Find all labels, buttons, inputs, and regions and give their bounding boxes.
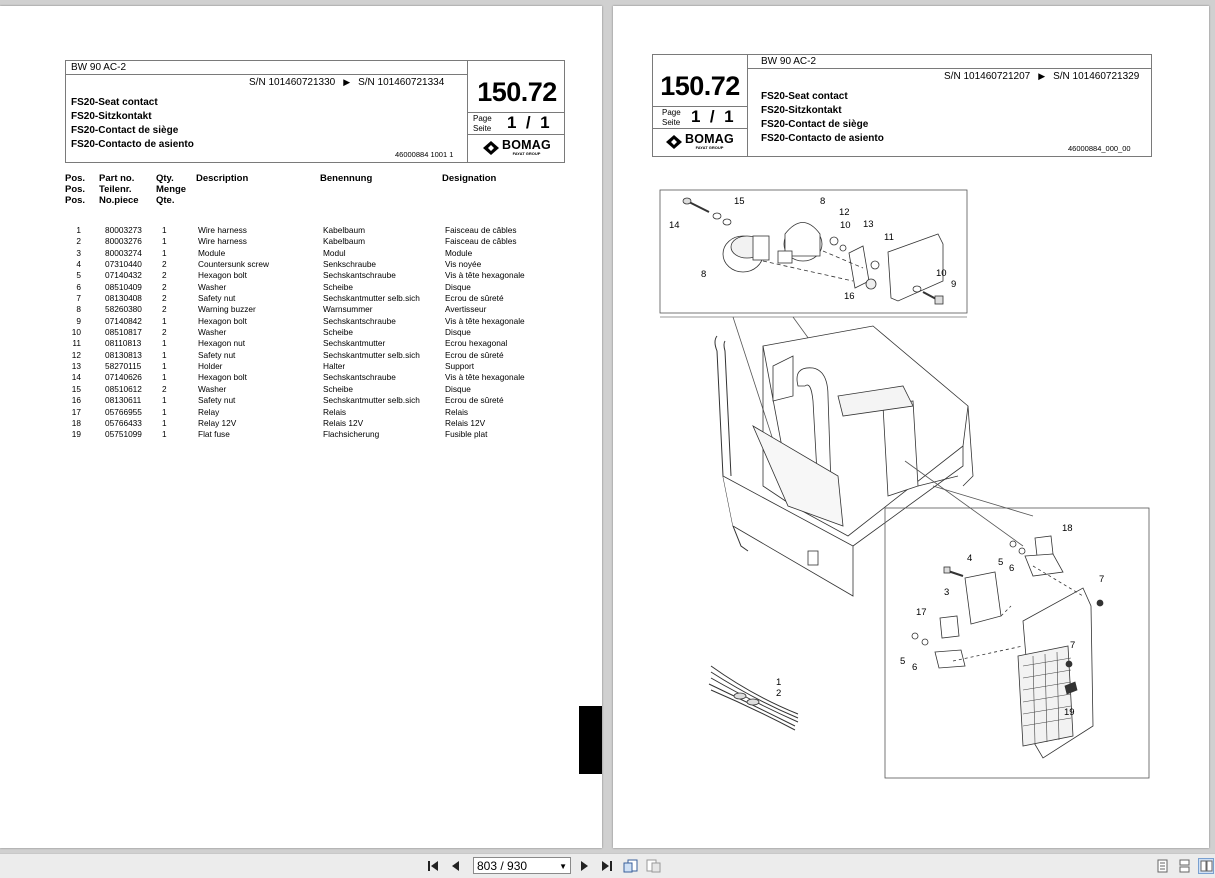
- table-row: [65, 259, 545, 270]
- cell-desc: Wire harness: [198, 225, 247, 235]
- cell-des: Vis à tête hexagonale: [445, 372, 525, 383]
- cell-pos: 12: [71, 349, 81, 360]
- cell-qty: 1: [162, 372, 167, 383]
- table-row: [65, 248, 545, 259]
- table-row: [65, 395, 545, 406]
- callout-label: 2: [776, 688, 782, 699]
- cell-des: Disque: [445, 383, 471, 394]
- cell-des: Relais: [445, 406, 469, 417]
- table-row: [65, 282, 545, 293]
- page-of: 1 / 1: [691, 107, 734, 126]
- cell-part: 58270115: [105, 361, 142, 372]
- cell-part: 05766955: [105, 406, 142, 417]
- cell-part: 05751099: [105, 429, 142, 440]
- cell-qty: 1: [162, 247, 167, 258]
- cell-desc: Warning buzzer: [198, 304, 256, 315]
- title-es: FS20-Contacto de asiento: [761, 133, 884, 144]
- callout-label: 19: [1064, 707, 1075, 718]
- cell-part: 80003273: [105, 225, 142, 235]
- title-lines: [71, 96, 194, 152]
- cell-des: Module: [445, 247, 473, 258]
- cell-ben: Sechskantschraube: [323, 270, 396, 281]
- diagram-callouts: [613, 6, 1209, 848]
- callout-label: 6: [1009, 563, 1015, 574]
- cell-des: Ecrou hexagonal: [445, 338, 508, 349]
- cell-pos: 6: [76, 281, 81, 292]
- callout-label: 17: [916, 607, 927, 618]
- cell-qty: 2: [162, 270, 167, 281]
- left-page: [0, 6, 602, 848]
- page-number: 150.72: [477, 77, 557, 107]
- cell-des: Vis à tête hexagonale: [445, 270, 525, 281]
- cell-des: Fusible plat: [445, 429, 488, 440]
- header-qty: Qty. Menge Qte.: [156, 173, 187, 206]
- serial-to: S/N 101460721334: [358, 77, 445, 88]
- header-description: Description: [196, 173, 249, 184]
- cell-desc: Countersunk screw: [198, 259, 270, 270]
- cell-pos: 3: [76, 247, 81, 258]
- cell-part: 80003276: [105, 236, 142, 247]
- cell-qty: 1: [162, 429, 167, 440]
- cell-desc: Hexagon bolt: [198, 372, 247, 383]
- cell-desc: Safety nut: [198, 349, 236, 360]
- cell-pos: 19: [71, 429, 81, 440]
- cell-part: 08130611: [105, 395, 142, 406]
- callout-label: 5: [998, 557, 1004, 568]
- cell-pos: 2: [76, 236, 81, 247]
- cell-desc: Washer: [198, 281, 227, 292]
- cell-desc: Flat fuse: [198, 429, 230, 440]
- table-row: [65, 225, 545, 236]
- cell-qty: 1: [162, 417, 167, 428]
- cell-des: Avertisseur: [445, 304, 487, 315]
- cell-desc: Module: [198, 247, 226, 258]
- cell-ben: Halter: [323, 361, 346, 372]
- cell-pos: 4: [76, 259, 81, 270]
- cell-pos: 9: [76, 315, 81, 326]
- cell-ben: Sechskantmutter selb.sich: [323, 349, 420, 360]
- callout-label: 6: [912, 662, 918, 673]
- cell-desc: Safety nut: [198, 395, 236, 406]
- cell-qty: 1: [162, 395, 167, 406]
- last-page-icon[interactable]: [600, 858, 614, 874]
- cell-des: Faisceau de câbles: [445, 225, 517, 235]
- table-row: [65, 372, 545, 383]
- cell-qty: 1: [162, 349, 167, 360]
- bomag-logo: BOMAG FAYAT GROUP: [474, 137, 560, 159]
- cell-qty: 2: [162, 293, 167, 304]
- page-number-field[interactable]: 803 / 930 ▼: [473, 857, 571, 874]
- cell-qty: 2: [162, 281, 167, 292]
- cell-desc: Relay 12V: [198, 417, 237, 428]
- cell-pos: 8: [76, 304, 81, 315]
- cell-pos: 15: [71, 383, 81, 394]
- cell-qty: 1: [162, 406, 167, 417]
- cell-pos: 5: [76, 270, 81, 281]
- cell-part: 07140842: [105, 315, 142, 326]
- cell-part: 08510817: [105, 327, 142, 338]
- title-de: FS20-Sitzkontakt: [71, 111, 152, 122]
- continuous-view-icon[interactable]: [1177, 858, 1191, 874]
- cell-qty: 1: [162, 225, 167, 235]
- cell-ben: Senkschraube: [323, 259, 377, 270]
- cell-desc: Hexagon nut: [198, 338, 246, 349]
- cell-pos: 10: [71, 327, 81, 338]
- cell-qty: 1: [162, 236, 167, 247]
- arrow-right-icon: ▶: [343, 77, 351, 87]
- document-number: 46000884_000_00: [1068, 144, 1131, 153]
- callout-label: 14: [669, 220, 680, 231]
- document-number: 46000884 1001 1: [395, 150, 454, 159]
- prev-page-icon[interactable]: [449, 858, 461, 874]
- cell-pos: 16: [71, 395, 81, 406]
- cell-ben: Relais: [323, 406, 347, 417]
- chapter-tab: [579, 706, 602, 774]
- cell-part: 58260380: [105, 304, 142, 315]
- serial-from: S/N 101460721207: [944, 71, 1031, 82]
- model-name: BW 90 AC-2: [71, 62, 127, 73]
- cell-qty: 2: [162, 327, 167, 338]
- cell-pos: 17: [71, 406, 81, 417]
- cell-des: Ecrou de sûreté: [445, 293, 504, 304]
- arrow-right-icon: ▶: [1038, 71, 1046, 81]
- table-row: [65, 270, 545, 281]
- cell-des: Vis à tête hexagonale: [445, 315, 525, 326]
- single-page-view-icon[interactable]: [1155, 858, 1169, 874]
- title-fr: FS20-Contact de siège: [761, 119, 869, 130]
- header-designation: Designation: [442, 173, 497, 184]
- cell-ben: Sechskantschraube: [323, 372, 396, 383]
- callout-label: 12: [839, 207, 850, 218]
- cell-qty: 2: [162, 383, 167, 394]
- cell-desc: Washer: [198, 327, 227, 338]
- cell-part: 08130408: [105, 293, 142, 304]
- cell-desc: Safety nut: [198, 293, 236, 304]
- cell-des: Disque: [445, 281, 471, 292]
- table-row: [65, 384, 545, 395]
- cell-part: 80003274: [105, 247, 142, 258]
- cell-part: 05766433: [105, 417, 142, 428]
- cell-ben: Scheibe: [323, 383, 353, 394]
- cell-ben: Warnsummer: [323, 304, 373, 315]
- title-en: FS20-Seat contact: [761, 91, 848, 102]
- callout-label: 7: [1070, 640, 1076, 651]
- cell-ben: Modul: [323, 247, 346, 258]
- table-row: [65, 293, 545, 304]
- viewer-toolbar: [0, 853, 1215, 878]
- table-row: [65, 316, 545, 327]
- bomag-logo-icon: [483, 141, 499, 155]
- cell-pos: 18: [71, 417, 81, 428]
- title-de: FS20-Sitzkontakt: [761, 105, 842, 116]
- left-title-block: [65, 60, 565, 163]
- parts-list: [65, 225, 545, 441]
- page-number: 150.72: [660, 71, 740, 101]
- go-back-view-icon[interactable]: [622, 858, 638, 874]
- callout-label: 15: [734, 196, 745, 207]
- cell-pos: 14: [71, 372, 81, 383]
- cell-desc: Wire harness: [198, 236, 247, 247]
- serial-to: S/N 101460721329: [1053, 71, 1140, 82]
- title-fr: FS20-Contact de siège: [71, 125, 179, 136]
- cell-ben: Sechskantmutter selb.sich: [323, 293, 420, 304]
- callout-label: 4: [967, 553, 973, 564]
- cell-des: Faisceau de câbles: [445, 236, 517, 247]
- model-name: BW 90 AC-2: [761, 56, 817, 67]
- cell-qty: 1: [162, 338, 167, 349]
- table-row: [65, 338, 545, 349]
- go-forward-view-icon[interactable]: [645, 858, 661, 874]
- title-en: FS20-Seat contact: [71, 97, 158, 108]
- page-of: 1 / 1: [507, 113, 550, 132]
- cell-qty: 2: [162, 259, 167, 270]
- cell-part: 07140432: [105, 270, 142, 281]
- first-page-icon[interactable]: [426, 858, 440, 874]
- table-row: [65, 236, 545, 247]
- cell-desc: Holder: [198, 361, 223, 372]
- table-row: [65, 429, 545, 440]
- header-part-no: Part no. Teilenr. No.piece: [99, 173, 139, 206]
- table-row: [65, 350, 545, 361]
- cell-des: Vis noyée: [445, 259, 482, 270]
- callout-label: 16: [844, 291, 855, 302]
- callout-label: 3: [944, 587, 950, 598]
- cell-part: 08510612: [105, 383, 142, 394]
- cell-pos: 13: [71, 361, 81, 372]
- cell-ben: Sechskantmutter: [323, 338, 386, 349]
- page-label: Page Seite: [662, 108, 681, 127]
- cell-des: Ecrou de sûreté: [445, 349, 504, 360]
- cell-desc: Hexagon bolt: [198, 270, 247, 281]
- cell-ben: Sechskantschraube: [323, 315, 396, 326]
- cell-qty: 1: [162, 361, 167, 372]
- callout-label: 10: [936, 268, 947, 279]
- table-row: [65, 361, 545, 372]
- cell-ben: Kabelbaum: [323, 225, 365, 235]
- bomag-logo: BOMAG FAYAT GROUP: [657, 131, 743, 153]
- chevron-down-icon[interactable]: ▼: [559, 862, 567, 871]
- table-row: [65, 327, 545, 338]
- two-page-view-icon[interactable]: [1198, 858, 1214, 874]
- cell-ben: Scheibe: [323, 281, 353, 292]
- cell-desc: Washer: [198, 383, 227, 394]
- callout-label: 5: [900, 656, 906, 667]
- callout-label: 8: [701, 269, 707, 280]
- next-page-icon[interactable]: [579, 858, 591, 874]
- cell-des: Ecrou de sûreté: [445, 395, 504, 406]
- cell-part: 07310440: [105, 259, 142, 270]
- callout-label: 13: [863, 219, 874, 230]
- cell-qty: 1: [162, 315, 167, 326]
- serial-range: [249, 77, 444, 88]
- callout-label: 11: [884, 232, 894, 243]
- cell-part: 08110813: [105, 338, 142, 349]
- cell-qty: 2: [162, 304, 167, 315]
- table-row: [65, 407, 545, 418]
- header-pos: Pos. Pos. Pos.: [65, 173, 86, 206]
- page-label: Page Seite: [473, 114, 492, 133]
- cell-pos: 1: [76, 225, 81, 235]
- cell-part: 08130813: [105, 349, 142, 360]
- cell-ben: Flachsicherung: [323, 429, 380, 440]
- callout-label: 1: [776, 677, 782, 688]
- cell-pos: 11: [72, 338, 81, 349]
- cell-ben: Relais 12V: [323, 417, 364, 428]
- cell-ben: Kabelbaum: [323, 236, 365, 247]
- cell-pos: 7: [76, 293, 81, 304]
- cell-part: 07140626: [105, 372, 142, 383]
- cell-des: Relais 12V: [445, 417, 486, 428]
- callout-label: 8: [820, 196, 826, 207]
- cell-des: Support: [445, 361, 475, 372]
- callout-label: 7: [1099, 574, 1105, 585]
- cell-desc: Relay: [198, 406, 220, 417]
- cell-part: 08510409: [105, 281, 142, 292]
- cell-ben: Scheibe: [323, 327, 353, 338]
- right-page: [613, 6, 1209, 848]
- cell-des: Disque: [445, 327, 471, 338]
- cell-desc: Hexagon bolt: [198, 315, 247, 326]
- serial-from: S/N 101460721330: [249, 77, 336, 88]
- callout-label: 18: [1062, 523, 1073, 534]
- table-row: [65, 304, 545, 315]
- title-es: FS20-Contacto de asiento: [71, 139, 194, 150]
- callout-label: 10: [840, 220, 851, 231]
- header-benennung: Benennung: [320, 173, 373, 184]
- table-row: [65, 418, 545, 429]
- cell-ben: Sechskantmutter selb.sich: [323, 395, 420, 406]
- callout-label: 9: [951, 279, 957, 290]
